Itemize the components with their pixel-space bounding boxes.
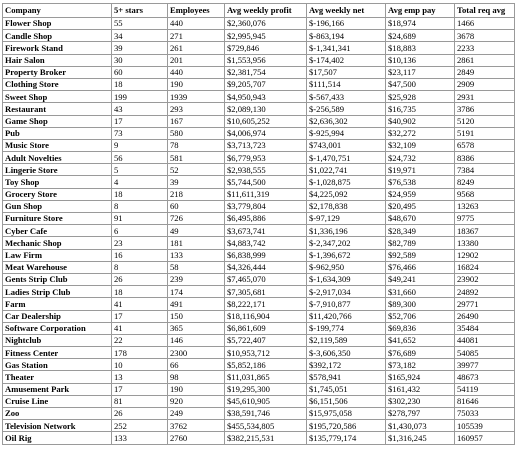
cell-avg-weekly-profit: $4,326,444 (225, 261, 307, 273)
cell-total-req-avg: 54119 (455, 383, 515, 395)
table-row (3, 91, 515, 103)
cell-avg-emp-pay: $18,883 (386, 42, 455, 54)
table-row (3, 261, 515, 273)
cell-avg-weekly-profit: $2,360,076 (225, 18, 307, 30)
cell-company: Nightclub (3, 334, 112, 346)
cell-avg-emp-pay: $32,109 (386, 139, 455, 151)
cell-employees: 239 (168, 273, 225, 285)
cell-company: Firework Stand (3, 42, 112, 54)
table-row (3, 164, 515, 176)
cell-5-stars: 22 (112, 334, 168, 346)
cell-total-req-avg: 1466 (455, 18, 515, 30)
cell-company: Game Shop (3, 115, 112, 127)
cell-employees: 167 (168, 115, 225, 127)
cell-avg-emp-pay: $28,349 (386, 225, 455, 237)
cell-total-req-avg: 16824 (455, 261, 515, 273)
cell-5-stars: 18 (112, 286, 168, 298)
cell-avg-emp-pay: $10,136 (386, 54, 455, 66)
cell-company: Theater (3, 371, 112, 383)
cell-5-stars: 26 (112, 408, 168, 420)
cell-company: Software Corporation (3, 322, 112, 334)
cell-avg-weekly-net: $-925,994 (307, 127, 386, 139)
cell-avg-weekly-net: $-2,347,202 (307, 237, 386, 249)
cell-avg-weekly-profit: $3,673,741 (225, 225, 307, 237)
col-header-5-stars: 5+ stars (112, 4, 168, 18)
cell-avg-weekly-net: $17,507 (307, 66, 386, 78)
cell-employees: 174 (168, 286, 225, 298)
cell-avg-weekly-net: $392,172 (307, 359, 386, 371)
cell-total-req-avg: 44081 (455, 334, 515, 346)
cell-avg-weekly-net: $6,151,506 (307, 395, 386, 407)
cell-avg-emp-pay: $82,789 (386, 237, 455, 249)
cell-avg-emp-pay: $47,500 (386, 78, 455, 90)
cell-avg-weekly-profit: $4,950,943 (225, 91, 307, 103)
cell-total-req-avg: 3786 (455, 103, 515, 115)
cell-total-req-avg: 5191 (455, 127, 515, 139)
cell-total-req-avg: 2233 (455, 42, 515, 54)
cell-avg-emp-pay: $48,670 (386, 213, 455, 225)
cell-5-stars: 73 (112, 127, 168, 139)
cell-employees: 491 (168, 298, 225, 310)
table-row (3, 395, 515, 407)
cell-employees: 365 (168, 322, 225, 334)
cell-avg-emp-pay: $24,959 (386, 188, 455, 200)
cell-total-req-avg: 35484 (455, 322, 515, 334)
cell-avg-emp-pay: $302,230 (386, 395, 455, 407)
cell-company: Pub (3, 127, 112, 139)
cell-employees: 146 (168, 334, 225, 346)
cell-avg-weekly-profit: $4,883,742 (225, 237, 307, 249)
table-row (3, 237, 515, 249)
cell-company: Mechanic Shop (3, 237, 112, 249)
cell-avg-weekly-profit: $5,744,500 (225, 176, 307, 188)
cell-avg-weekly-profit: $8,222,171 (225, 298, 307, 310)
cell-avg-emp-pay: $1,430,073 (386, 420, 455, 432)
cell-company: Flower Shop (3, 18, 112, 30)
cell-total-req-avg: 81646 (455, 395, 515, 407)
cell-total-req-avg: 39977 (455, 359, 515, 371)
cell-employees: 60 (168, 200, 225, 212)
cell-5-stars: 4 (112, 176, 168, 188)
cell-avg-weekly-profit: $382,215,531 (225, 432, 307, 444)
cell-avg-weekly-net: $1,745,051 (307, 383, 386, 395)
cell-avg-weekly-net: $111,514 (307, 78, 386, 90)
cell-company: Amusement Park (3, 383, 112, 395)
cell-5-stars: 43 (112, 103, 168, 115)
cell-5-stars: 17 (112, 310, 168, 322)
cell-avg-weekly-net: $-7,910,877 (307, 298, 386, 310)
cell-company: Gents Strip Club (3, 273, 112, 285)
cell-avg-emp-pay: $41,652 (386, 334, 455, 346)
cell-avg-weekly-profit: $9,205,707 (225, 78, 307, 90)
table-row (3, 286, 515, 298)
cell-avg-emp-pay: $31,660 (386, 286, 455, 298)
cell-company: Law Firm (3, 249, 112, 261)
cell-5-stars: 13 (112, 371, 168, 383)
cell-avg-weekly-net: $1,022,741 (307, 164, 386, 176)
cell-employees: 249 (168, 408, 225, 420)
cell-5-stars: 81 (112, 395, 168, 407)
cell-avg-emp-pay: $1,316,245 (386, 432, 455, 444)
cell-avg-weekly-profit: $19,295,300 (225, 383, 307, 395)
cell-avg-emp-pay: $18,974 (386, 18, 455, 30)
table-row (3, 176, 515, 188)
cell-employees: 2760 (168, 432, 225, 444)
cell-avg-weekly-net: $-174,402 (307, 54, 386, 66)
cell-company: Zoo (3, 408, 112, 420)
cell-avg-weekly-profit: $11,031,865 (225, 371, 307, 383)
cell-employees: 920 (168, 395, 225, 407)
cell-company: Meat Warehouse (3, 261, 112, 273)
cell-avg-weekly-profit: $3,713,723 (225, 139, 307, 151)
cell-5-stars: 133 (112, 432, 168, 444)
cell-avg-weekly-net: $-1,341,341 (307, 42, 386, 54)
cell-company: Furniture Store (3, 213, 112, 225)
table-row (3, 310, 515, 322)
table-row (3, 249, 515, 261)
table-row (3, 225, 515, 237)
cell-employees: 49 (168, 225, 225, 237)
cell-total-req-avg: 5120 (455, 115, 515, 127)
col-header-company: Company (3, 4, 112, 18)
cell-avg-weekly-net: $195,720,586 (307, 420, 386, 432)
cell-avg-weekly-profit: $45,610,905 (225, 395, 307, 407)
cell-company: Oil Rig (3, 432, 112, 444)
cell-avg-weekly-profit: $6,779,953 (225, 152, 307, 164)
cell-employees: 39 (168, 176, 225, 188)
col-header-avg-weekly-profit: Avg weekly profit (225, 4, 307, 18)
cell-5-stars: 26 (112, 273, 168, 285)
cell-avg-weekly-net: $-256,589 (307, 103, 386, 115)
cell-avg-weekly-net: $-2,917,034 (307, 286, 386, 298)
header-row (3, 4, 515, 18)
cell-employees: 440 (168, 66, 225, 78)
cell-avg-weekly-profit: $1,553,956 (225, 54, 307, 66)
cell-employees: 3762 (168, 420, 225, 432)
cell-company: Restaurant (3, 103, 112, 115)
cell-company: Gun Shop (3, 200, 112, 212)
table-row (3, 103, 515, 115)
cell-avg-emp-pay: $49,241 (386, 273, 455, 285)
cell-avg-weekly-net: $-196,166 (307, 18, 386, 30)
cell-total-req-avg: 9568 (455, 188, 515, 200)
table-row (3, 30, 515, 42)
cell-avg-weekly-net: $2,178,838 (307, 200, 386, 212)
cell-avg-weekly-profit: $10,953,712 (225, 347, 307, 359)
cell-5-stars: 8 (112, 200, 168, 212)
cell-avg-emp-pay: $24,689 (386, 30, 455, 42)
cell-avg-weekly-net: $4,225,092 (307, 188, 386, 200)
cell-company: Property Broker (3, 66, 112, 78)
cell-avg-weekly-net: $2,636,302 (307, 115, 386, 127)
cell-5-stars: 10 (112, 359, 168, 371)
cell-avg-weekly-profit: $6,861,609 (225, 322, 307, 334)
cell-avg-weekly-profit: $3,779,804 (225, 200, 307, 212)
cell-avg-weekly-net: $-863,194 (307, 30, 386, 42)
cell-total-req-avg: 24892 (455, 286, 515, 298)
cell-5-stars: 17 (112, 383, 168, 395)
cell-5-stars: 178 (112, 347, 168, 359)
cell-avg-emp-pay: $25,928 (386, 91, 455, 103)
cell-company: Television Network (3, 420, 112, 432)
cell-avg-emp-pay: $73,182 (386, 359, 455, 371)
cell-avg-weekly-net: $-1,396,672 (307, 249, 386, 261)
cell-company: Gas Station (3, 359, 112, 371)
cell-company: Adult Novelties (3, 152, 112, 164)
table-row (3, 420, 515, 432)
col-header-avg-emp-pay: Avg emp pay (386, 4, 455, 18)
cell-total-req-avg: 12902 (455, 249, 515, 261)
table-row (3, 298, 515, 310)
table-row (3, 139, 515, 151)
cell-avg-weekly-net: $743,001 (307, 139, 386, 151)
cell-avg-emp-pay: $76,538 (386, 176, 455, 188)
cell-avg-emp-pay: $19,971 (386, 164, 455, 176)
cell-employees: 1939 (168, 91, 225, 103)
table-row (3, 383, 515, 395)
cell-avg-weekly-net: $2,119,589 (307, 334, 386, 346)
cell-company: Ladies Strip Club (3, 286, 112, 298)
table-row (3, 200, 515, 212)
table-row (3, 359, 515, 371)
cell-avg-weekly-profit: $6,495,886 (225, 213, 307, 225)
cell-total-req-avg: 23902 (455, 273, 515, 285)
cell-employees: 440 (168, 18, 225, 30)
cell-5-stars: 252 (112, 420, 168, 432)
cell-employees: 150 (168, 310, 225, 322)
cell-total-req-avg: 2909 (455, 78, 515, 90)
cell-avg-emp-pay: $76,689 (386, 347, 455, 359)
cell-company: Clothing Store (3, 78, 112, 90)
cell-employees: 201 (168, 54, 225, 66)
cell-avg-weekly-net: $-97,129 (307, 213, 386, 225)
cell-total-req-avg: 75033 (455, 408, 515, 420)
cell-total-req-avg: 18367 (455, 225, 515, 237)
cell-total-req-avg: 48673 (455, 371, 515, 383)
cell-avg-weekly-net: $11,420,766 (307, 310, 386, 322)
cell-company: Fitness Center (3, 347, 112, 359)
cell-total-req-avg: 2861 (455, 54, 515, 66)
cell-total-req-avg: 54085 (455, 347, 515, 359)
cell-5-stars: 91 (112, 213, 168, 225)
cell-avg-weekly-net: $-3,606,350 (307, 347, 386, 359)
cell-avg-emp-pay: $16,735 (386, 103, 455, 115)
cell-5-stars: 34 (112, 30, 168, 42)
cell-avg-emp-pay: $23,117 (386, 66, 455, 78)
table-row (3, 408, 515, 420)
cell-avg-emp-pay: $69,836 (386, 322, 455, 334)
cell-avg-emp-pay: $161,432 (386, 383, 455, 395)
cell-total-req-avg: 6578 (455, 139, 515, 151)
table-row (3, 273, 515, 285)
cell-avg-emp-pay: $278,797 (386, 408, 455, 420)
table-row (3, 334, 515, 346)
cell-avg-emp-pay: $92,589 (386, 249, 455, 261)
col-header-employees: Employees (168, 4, 225, 18)
cell-total-req-avg: 160957 (455, 432, 515, 444)
cell-avg-emp-pay: $89,300 (386, 298, 455, 310)
cell-company: Music Store (3, 139, 112, 151)
cell-total-req-avg: 26490 (455, 310, 515, 322)
cell-5-stars: 41 (112, 298, 168, 310)
table-row (3, 213, 515, 225)
cell-avg-weekly-profit: $6,838,999 (225, 249, 307, 261)
table-row (3, 18, 515, 30)
cell-company: Farm (3, 298, 112, 310)
table-row (3, 188, 515, 200)
cell-5-stars: 23 (112, 237, 168, 249)
table-row (3, 347, 515, 359)
cell-avg-emp-pay: $52,706 (386, 310, 455, 322)
cell-avg-emp-pay: $32,272 (386, 127, 455, 139)
cell-total-req-avg: 8386 (455, 152, 515, 164)
table-row (3, 322, 515, 334)
table-row (3, 152, 515, 164)
cell-avg-weekly-net: $578,941 (307, 371, 386, 383)
cell-employees: 66 (168, 359, 225, 371)
cell-avg-weekly-net: $135,779,174 (307, 432, 386, 444)
table-row (3, 54, 515, 66)
cell-company: Lingerie Store (3, 164, 112, 176)
cell-avg-weekly-profit: $5,852,186 (225, 359, 307, 371)
cell-company: Sweet Shop (3, 91, 112, 103)
cell-employees: 190 (168, 383, 225, 395)
cell-5-stars: 39 (112, 42, 168, 54)
cell-employees: 133 (168, 249, 225, 261)
cell-avg-weekly-net: $-962,950 (307, 261, 386, 273)
cell-employees: 581 (168, 152, 225, 164)
cell-5-stars: 5 (112, 164, 168, 176)
cell-employees: 726 (168, 213, 225, 225)
cell-employees: 271 (168, 30, 225, 42)
table-row (3, 371, 515, 383)
table-row (3, 127, 515, 139)
cell-avg-weekly-profit: $2,381,754 (225, 66, 307, 78)
cell-total-req-avg: 2931 (455, 91, 515, 103)
cell-avg-emp-pay: $20,495 (386, 200, 455, 212)
table-row (3, 78, 515, 90)
col-header-avg-weekly-net: Avg weekly net (307, 4, 386, 18)
cell-employees: 181 (168, 237, 225, 249)
cell-avg-weekly-profit: $2,995,945 (225, 30, 307, 42)
cell-5-stars: 30 (112, 54, 168, 66)
cell-5-stars: 55 (112, 18, 168, 30)
table-body (3, 18, 515, 445)
cell-5-stars: 60 (112, 66, 168, 78)
table-row (3, 432, 515, 444)
cell-avg-weekly-net: $-199,774 (307, 322, 386, 334)
cell-employees: 218 (168, 188, 225, 200)
cell-total-req-avg: 105539 (455, 420, 515, 432)
cell-5-stars: 18 (112, 78, 168, 90)
cell-avg-emp-pay: $40,902 (386, 115, 455, 127)
cell-avg-weekly-profit: $10,605,252 (225, 115, 307, 127)
cell-employees: 580 (168, 127, 225, 139)
cell-employees: 52 (168, 164, 225, 176)
cell-company: Toy Shop (3, 176, 112, 188)
cell-avg-weekly-net: $1,336,196 (307, 225, 386, 237)
cell-company: Hair Salon (3, 54, 112, 66)
cell-avg-emp-pay: $165,924 (386, 371, 455, 383)
cell-employees: 58 (168, 261, 225, 273)
cell-avg-weekly-profit: $4,006,974 (225, 127, 307, 139)
cell-total-req-avg: 3678 (455, 30, 515, 42)
table-row (3, 66, 515, 78)
cell-avg-weekly-profit: $729,846 (225, 42, 307, 54)
cell-company: Car Dealership (3, 310, 112, 322)
cell-employees: 293 (168, 103, 225, 115)
cell-total-req-avg: 13263 (455, 200, 515, 212)
cell-avg-weekly-net: $-1,028,875 (307, 176, 386, 188)
col-header-total-req-avg: Total req avg (455, 4, 515, 18)
cell-avg-emp-pay: $24,732 (386, 152, 455, 164)
cell-avg-weekly-net: $-1,470,751 (307, 152, 386, 164)
cell-5-stars: 16 (112, 249, 168, 261)
cell-total-req-avg: 2849 (455, 66, 515, 78)
cell-total-req-avg: 13380 (455, 237, 515, 249)
cell-company: Cruise Line (3, 395, 112, 407)
cell-5-stars: 199 (112, 91, 168, 103)
cell-total-req-avg: 29771 (455, 298, 515, 310)
cell-employees: 78 (168, 139, 225, 151)
cell-avg-weekly-net: $15,975,058 (307, 408, 386, 420)
cell-5-stars: 18 (112, 188, 168, 200)
table-row (3, 115, 515, 127)
cell-total-req-avg: 7384 (455, 164, 515, 176)
cell-avg-weekly-profit: $5,722,407 (225, 334, 307, 346)
cell-employees: 2300 (168, 347, 225, 359)
cell-total-req-avg: 8249 (455, 176, 515, 188)
company-stats-table (2, 3, 515, 445)
cell-employees: 261 (168, 42, 225, 54)
cell-avg-weekly-net: $-1,634,309 (307, 273, 386, 285)
cell-5-stars: 9 (112, 139, 168, 151)
cell-avg-weekly-profit: $18,116,904 (225, 310, 307, 322)
cell-5-stars: 6 (112, 225, 168, 237)
cell-5-stars: 8 (112, 261, 168, 273)
cell-avg-weekly-net: $-567,433 (307, 91, 386, 103)
cell-avg-weekly-profit: $2,089,130 (225, 103, 307, 115)
cell-avg-weekly-profit: $11,611,319 (225, 188, 307, 200)
cell-company: Grocery Store (3, 188, 112, 200)
cell-avg-weekly-profit: $455,534,805 (225, 420, 307, 432)
cell-5-stars: 17 (112, 115, 168, 127)
cell-avg-weekly-profit: $2,938,555 (225, 164, 307, 176)
cell-avg-weekly-profit: $7,305,681 (225, 286, 307, 298)
cell-5-stars: 56 (112, 152, 168, 164)
cell-avg-emp-pay: $76,466 (386, 261, 455, 273)
cell-employees: 98 (168, 371, 225, 383)
cell-total-req-avg: 9775 (455, 213, 515, 225)
cell-company: Cyber Cafe (3, 225, 112, 237)
cell-avg-weekly-profit: $7,465,070 (225, 273, 307, 285)
cell-5-stars: 41 (112, 322, 168, 334)
cell-employees: 190 (168, 78, 225, 90)
cell-avg-weekly-profit: $38,591,746 (225, 408, 307, 420)
table-row (3, 42, 515, 54)
cell-company: Candle Shop (3, 30, 112, 42)
